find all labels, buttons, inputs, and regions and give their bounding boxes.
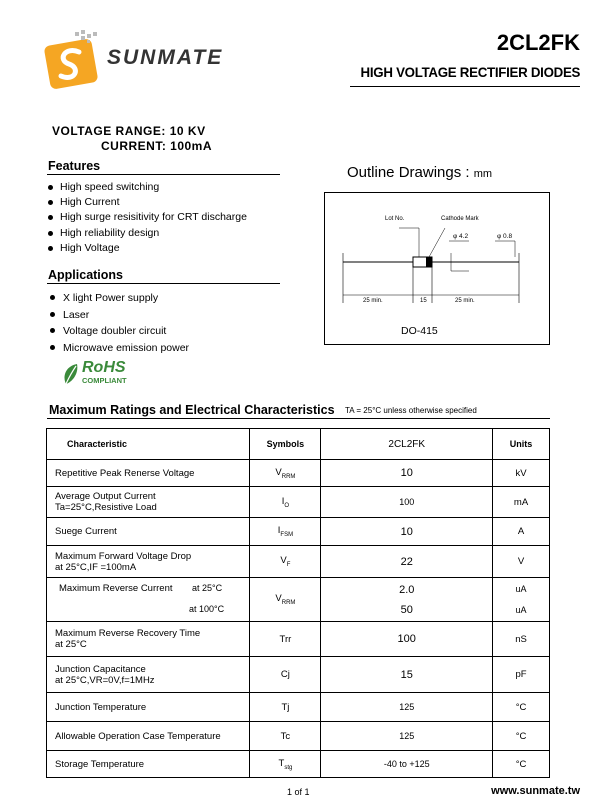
row-characteristic [47, 657, 250, 693]
row-value: 10 [321, 460, 493, 487]
table-row [47, 518, 550, 546]
applications-divider [47, 283, 280, 284]
outline-title-text: Outline Drawings : [347, 164, 470, 181]
row-symbol: Trr [250, 622, 321, 657]
feature-item: High Voltage [48, 241, 247, 256]
row-symbol [250, 460, 321, 487]
ratings-table [46, 428, 550, 778]
char-line1: Junction Capacitance [55, 663, 146, 675]
symbol-sub: RRM [281, 473, 296, 480]
char-line1: Maximum Forward Voltage Drop [55, 550, 192, 562]
row-symbol: Tj [250, 693, 321, 722]
outline-title [347, 164, 492, 181]
header-part: 2CL2FK [321, 429, 493, 460]
leaf-icon [62, 362, 80, 386]
table-row [47, 578, 550, 622]
header-characteristic: Characteristic [47, 429, 250, 460]
symbol-sub: RRM [281, 599, 296, 606]
unit-100c: uA [515, 604, 527, 615]
features-title: Features [48, 159, 101, 173]
ratings-title: Maximum Ratings and Electrical Characteristics [49, 403, 335, 417]
symbol-text: T [278, 757, 285, 769]
lead-length-right: 25 min. [455, 298, 475, 304]
char-line2: at 25°C,VR=0V,f=1MHz [55, 674, 155, 686]
row-unit: mA [493, 487, 550, 518]
lot-no-label: Lot No. [385, 216, 405, 222]
table-row [47, 751, 550, 778]
value-25c: 2.0 [399, 583, 415, 596]
row-value: 22 [321, 546, 493, 578]
page-number: 1 of 1 [287, 787, 310, 797]
row-characteristic [47, 622, 250, 657]
table-row [47, 546, 550, 578]
row-unit: pF [493, 657, 550, 693]
product-subtitle: HIGH VOLTAGE RECTIFIER DIODES [360, 64, 580, 80]
applications-title: Applications [48, 268, 124, 282]
outline-drawing-box [324, 192, 550, 345]
row-characteristic: Repetitive Peak Renerse Voltage [47, 460, 250, 487]
feature-item: High reliability design [48, 226, 247, 241]
char-line1: Average Output Current [55, 491, 156, 502]
ratings-note: TA = 25°C unless otherwise specified [345, 406, 477, 415]
char-line1: Maximum Reverse Current [59, 583, 173, 594]
rohs-subtitle: COMPLIANT [82, 376, 127, 385]
row-value [321, 578, 493, 622]
table-row [47, 722, 550, 751]
row-unit: kV [493, 460, 550, 487]
symbol-text: V [275, 593, 282, 605]
char-line2: at 25°C [55, 639, 87, 650]
features-list [48, 180, 247, 256]
symbol-text: I [281, 495, 285, 507]
row-symbol: Tc [250, 722, 321, 751]
cathode-mark-label: Cathode Mark [441, 216, 479, 222]
row-unit: A [493, 518, 550, 546]
feature-item: High surge resisitivity for CRT discharge [48, 210, 247, 225]
symbol-sub: F [286, 561, 291, 568]
table-row [47, 460, 550, 487]
row-characteristic: Junction Temperature [47, 693, 250, 722]
row-unit: V [493, 546, 550, 578]
unit-25c: uA [515, 583, 527, 594]
lead-length-left: 25 min. [363, 298, 383, 304]
rohs-badge [62, 360, 142, 388]
char-line2: Ta=25°C,Resistive Load [55, 502, 157, 513]
part-number: 2CL2FK [496, 30, 580, 55]
row-value: 125 [321, 693, 493, 722]
symbol-text: V [275, 466, 282, 478]
row-characteristic: Allowable Operation Case Temperature [47, 722, 250, 751]
diode-outline-drawing [325, 193, 549, 344]
header-divider [350, 86, 580, 87]
row-value: 15 [321, 657, 493, 693]
body-length: 15 [420, 298, 427, 304]
website-link[interactable]: www.sunmate.tw [491, 785, 580, 797]
row-unit: nS [493, 622, 550, 657]
outline-unit: mm [473, 168, 493, 180]
row-symbol: Cj [250, 657, 321, 693]
row-symbol [250, 751, 321, 778]
row-value: 100 [321, 487, 493, 518]
row-characteristic [47, 487, 250, 518]
table-row [47, 657, 550, 693]
table-row [47, 487, 550, 518]
row-symbol [250, 546, 321, 578]
symbol-sub: stg [284, 764, 293, 771]
package-label: DO-415 [401, 325, 438, 337]
ratings-divider [47, 418, 550, 419]
symbol-text: V [280, 555, 287, 567]
logo-wordmark: SUNMATE [107, 46, 224, 69]
diameter-lead-label: φ 0.8 [497, 233, 513, 240]
table-header-row [47, 429, 550, 460]
feature-item: High Current [48, 195, 247, 210]
row-symbol [250, 578, 321, 622]
row-unit: °C [493, 722, 550, 751]
row-value: -40 to +125 [321, 751, 493, 778]
rohs-title: RoHS [82, 359, 126, 376]
row-symbol [250, 518, 321, 546]
application-item: Microwave emission power [50, 340, 189, 357]
condition-25c: at 25°C [192, 583, 223, 593]
row-value: 100 [321, 622, 493, 657]
table-row [47, 622, 550, 657]
application-item: Voltage doubler circuit [50, 323, 189, 340]
table-row [47, 693, 550, 722]
applications-list [50, 290, 189, 356]
row-symbol [250, 487, 321, 518]
row-unit: °C [493, 751, 550, 778]
row-characteristic [47, 578, 250, 622]
feature-item: High speed switching [48, 180, 247, 195]
header-units: Units [493, 429, 550, 460]
current-rating: CURRENT: 100mA [101, 139, 213, 153]
row-characteristic: Suege Current [47, 518, 250, 546]
char-line1: Maximum Reverse Recovery Time [55, 628, 201, 639]
voltage-range: VOLTAGE RANGE: 10 KV [52, 124, 206, 138]
symbol-sub: FSM [280, 531, 294, 538]
row-value: 10 [321, 518, 493, 546]
features-divider [47, 174, 280, 175]
row-unit [493, 578, 550, 622]
diameter-body-label: φ 4.2 [453, 233, 469, 240]
header-symbols: Symbols [250, 429, 321, 460]
application-item: Laser [50, 307, 189, 324]
char-line2: at 25°C,IF =100mA [55, 561, 137, 573]
condition-100c: at 100°C [189, 604, 225, 614]
row-value: 125 [321, 722, 493, 751]
symbol-sub: O [284, 502, 290, 509]
application-item: X light Power supply [50, 290, 189, 307]
row-characteristic: Storage Temperature [47, 751, 250, 778]
row-characteristic [47, 546, 250, 578]
row-unit: °C [493, 693, 550, 722]
value-100c: 50 [400, 603, 413, 616]
symbol-text: I [277, 525, 281, 537]
